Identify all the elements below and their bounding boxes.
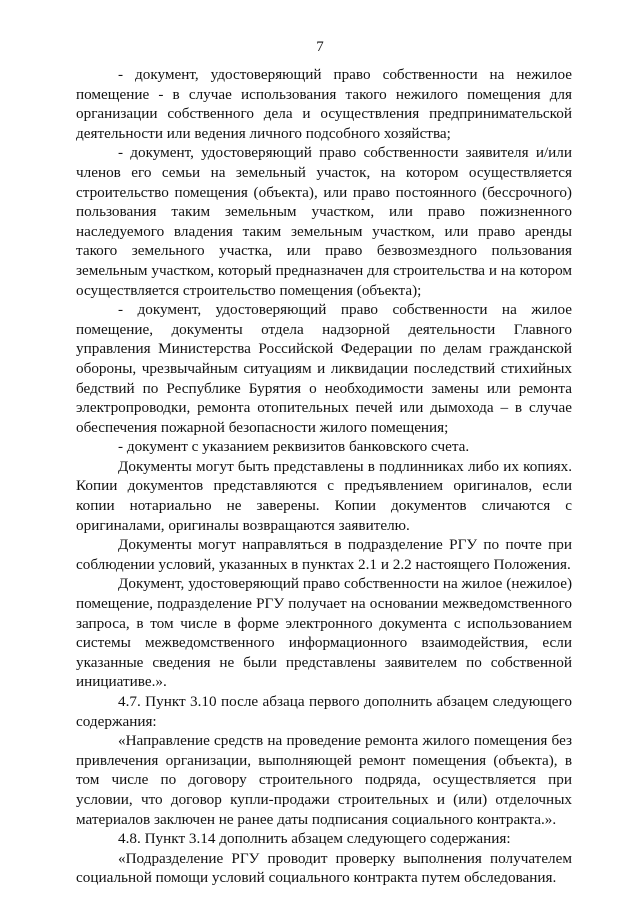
paragraph-nonresidential-ownership: - документ, удостоверяющий право собственности на нежилое помещение - в случае использования такого нежилого помещения для организации собственного дела и осуществления предпринимательской деятельности или ведения личного подсобного хозяйства; <box>76 66 572 142</box>
paragraph-inspection-quote: «Подразделение РГУ проводит проверку выполнения получателем социальной помощи условий социального контракта путем обследования. <box>76 849 572 887</box>
page-number: 7 <box>316 39 324 55</box>
document-body <box>76 65 572 888</box>
paragraph-fire-safety-documents: - документ, удостоверяющий право собственности на жилое помещение, документы отдела надзорной деятельности Главного управления Министерства Российской Федерации по делам гражданской обороны, чрезвычайным ситуациям и ликвидации последствий стихийных бедствий по Республике Бурятия о необходимости замены или ремонта электропроводки, ремонта отопительных печей или дымохода – в случае обеспечения пожарной безопасности жилого помещения; <box>76 301 572 436</box>
paragraph-item-4-7: 4.7. Пункт 3.10 после абзаца первого дополнить абзацем следующего содержания: <box>76 693 572 730</box>
paragraph-postal-submission: Документы могут направляться в подразделение РГУ по почте при соблюдении условий, указанных в пунктах 2.1 и 2.2 настоящего Положения. <box>76 536 572 573</box>
paragraph-repair-funds-quote: «Направление средств на проведение ремонта жилого помещения без привлечения организации, выполняющей ремонт помещения (объекта), в том числе по договору строительного подряда, осуществляется при условии, что договор купли-продажи строительных и (или) отделочных материалов заключен не ранее даты подписания социального контракта.». <box>76 732 572 828</box>
paragraph-originals-copies: Документы могут быть представлены в подлинниках либо их копиях. Копии документов представляются с предъявлением оригиналов, если копии нотариально не заверены. Копии документов сличаются с оригиналами, оригиналы возвращаются заявителю. <box>76 457 572 534</box>
paragraph-item-4-8: 4.8. Пункт 3.14 дополнить абзацем следующего содержания: <box>118 830 511 848</box>
paragraph-bank-details: - документ с указанием реквизитов банковского счета. <box>118 438 470 456</box>
paragraph-land-plot-rights: - документ, удостоверяющий право собственности заявителя и/или членов его семьи на земельный участок, на котором осуществляется строительство помещения (объекта), или право постоянного (бессрочного) пользования таким земельным участком, или право пожизненного наследуемого владения таким земельным участком, или право аренды такого земельного участка, или право безвозмездного пользования земельным участком, который предназначен для строительства и на котором осуществляется строительство помещения (объекта); <box>76 144 572 299</box>
paragraph-interagency-request: Документ, удостоверяющий право собственности на жилое (нежилое) помещение, подразделение РГУ получает на основании межведомственного запроса, в том числе в форме электронного документа с использованием системы межведомственного информационного взаимодействия, если указанные сведения не были представлены заявителем по собственной инициативе.». <box>76 575 572 691</box>
